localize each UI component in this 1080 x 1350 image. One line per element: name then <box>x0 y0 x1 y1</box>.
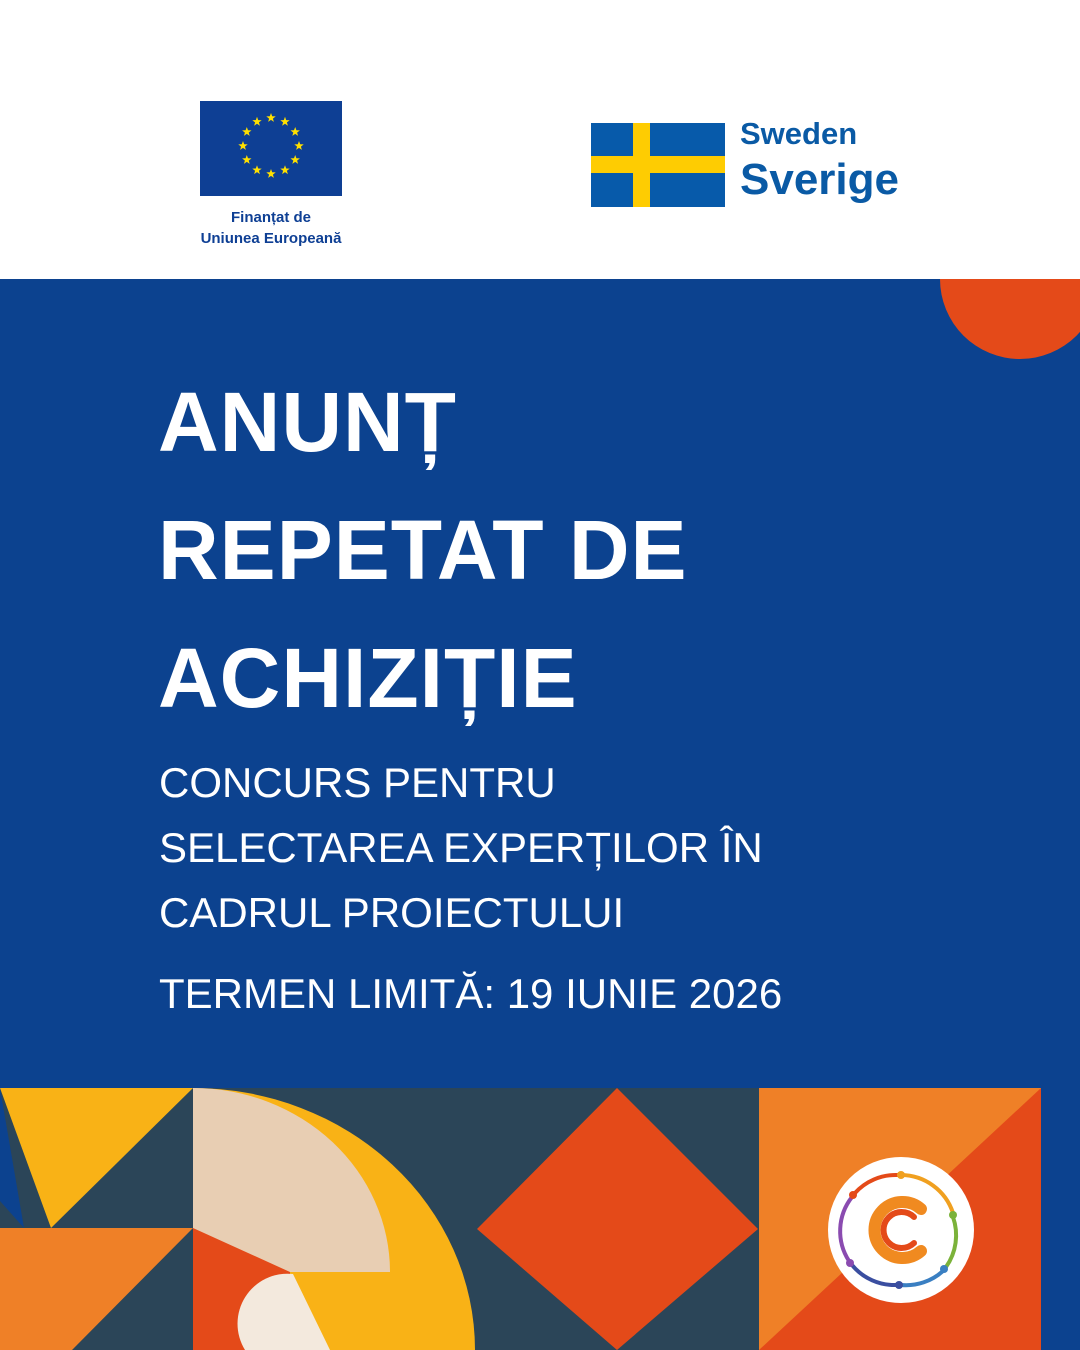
title-line-1: ANUNȚ <box>158 375 457 469</box>
sweden-wordmark <box>740 114 899 206</box>
sweden-name-sv: Sverige <box>740 155 899 204</box>
subtitle-line-3: CADRUL PROIECTULUI <box>159 889 625 936</box>
subtitle-line-1: CONCURS PENTRU <box>159 759 556 806</box>
decorative-orange-circle <box>940 279 1080 359</box>
eu-funding-caption <box>180 207 362 249</box>
sweden-flag-cross-horizontal <box>591 156 725 173</box>
announcement-title <box>158 358 688 742</box>
deadline-text: TERMEN LIMITĂ: 19 IUNIE 2026 <box>159 970 783 1017</box>
project-logo-icon <box>828 1157 974 1303</box>
eu-caption-line2: Uniunea Europeană <box>200 230 342 247</box>
eu-flag-icon <box>200 101 342 196</box>
eu-caption-line1: Finanțat de <box>230 209 311 226</box>
sponsor-header <box>0 0 1080 279</box>
eu-stars <box>200 101 342 196</box>
subtitle-line-2: SELECTAREA EXPERȚILOR ÎN <box>159 824 763 871</box>
title-line-2: REPETAT DE <box>158 503 688 597</box>
sweden-flag-cross-vertical <box>633 123 650 207</box>
sweden-flag-icon <box>591 123 725 207</box>
announcement-subtitle <box>159 750 763 945</box>
sweden-name-en: Sweden <box>740 116 858 151</box>
title-line-3: ACHIZIȚIE <box>158 631 578 725</box>
